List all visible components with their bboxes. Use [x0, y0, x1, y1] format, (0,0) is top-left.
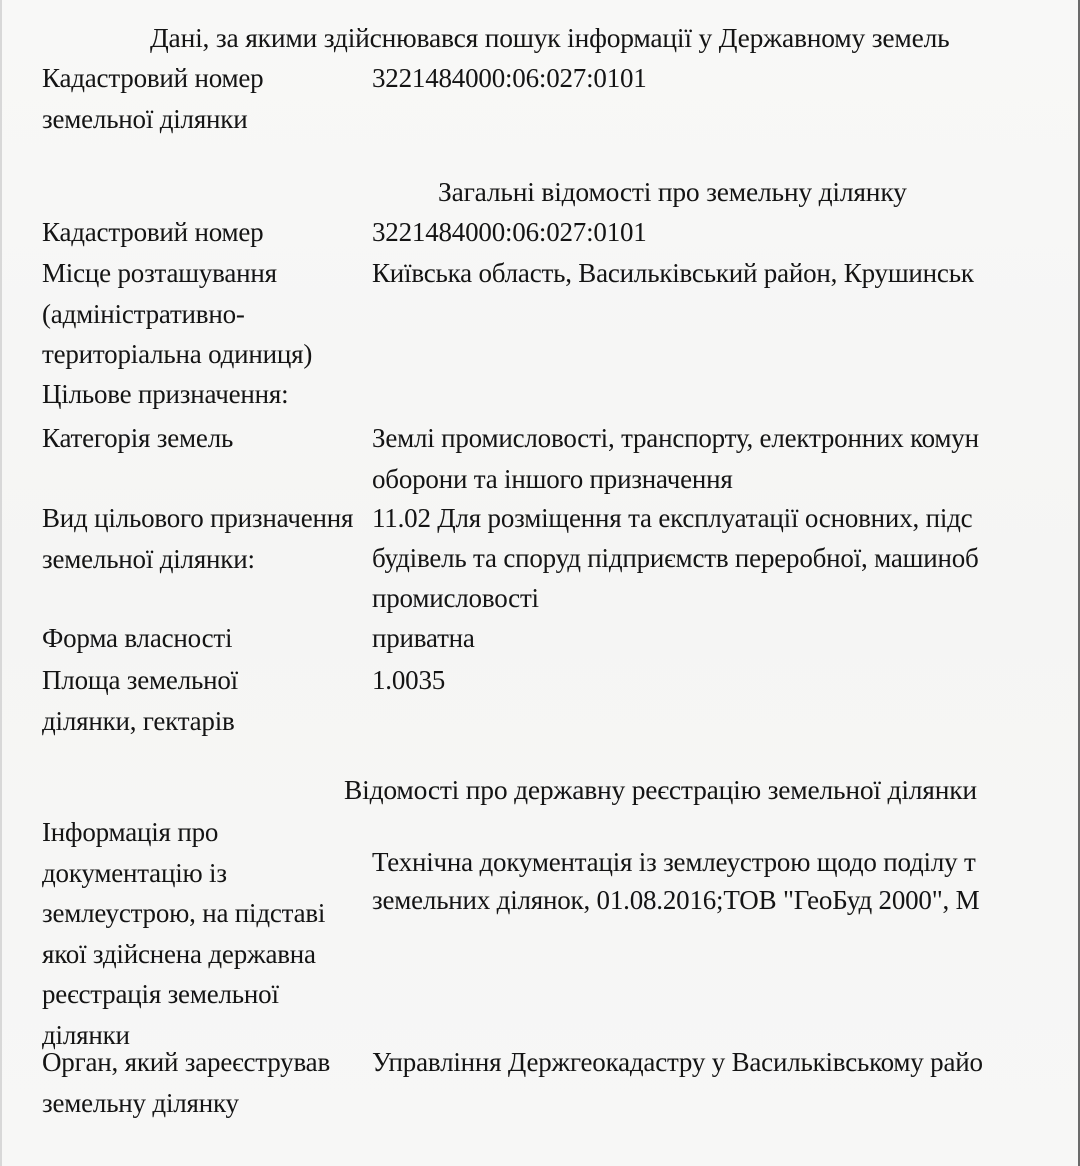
- field-value-search-cadastral-number: 3221484000:06:027:0101: [372, 63, 647, 93]
- field-label-purpose: Цільове призначення:: [42, 379, 289, 409]
- field-value-land-category-line1: Землі промисловості, транспорту, електронних комун: [372, 423, 979, 453]
- field-value-purpose-type-line3: промисловості: [372, 583, 539, 613]
- field-label-land-category: Категорія земель: [42, 423, 234, 453]
- field-value-purpose-type-line2: будівель та споруд підприємств переробної, машиноб: [372, 543, 979, 573]
- field-value-documentation-line1: Технічна документація із землеустрою щодо поділу т: [372, 847, 976, 877]
- field-value-location: Київська область, Васильківський район, Крушинськ: [372, 258, 974, 288]
- field-label-location: Місце розташування (адміністративно-територіальна одиниця): [42, 258, 313, 369]
- field-label-documentation: Інформація про документацію із землеустрою, на підставі якої здійснена державна реєстрація земельної ділянки: [42, 817, 326, 1050]
- field-value-documentation-line2: земельних ділянок, 01.08.2016;ТОВ "ГеоБуд 2000", М: [372, 885, 980, 915]
- field-label-purpose-type: Вид цільового призначення земельної ділянки:: [42, 503, 354, 574]
- field-value-registering-authority: Управління Держгеокадастру у Васильківському райо: [372, 1047, 983, 1077]
- field-label-area: Площа земельної ділянки, гектарів: [42, 665, 238, 736]
- field-label-search-cadastral-number: Кадастровий номер земельної ділянки: [42, 63, 264, 134]
- field-label-cadastral-number: Кадастровий номер: [42, 217, 264, 247]
- general-heading: Загальні відомості про земельну ділянку: [438, 176, 907, 207]
- search-heading: Дані, за якими здійснювався пошук інформації у Державному земель: [150, 22, 950, 53]
- field-label-registering-authority: Орган, який зареєстрував земельну ділянку: [42, 1047, 330, 1118]
- field-value-area: 1.0035: [372, 665, 446, 695]
- field-label-ownership: Форма власності: [42, 623, 233, 653]
- field-value-purpose-type-line1: 11.02 Для розміщення та експлуатації основних, підс: [372, 503, 973, 533]
- field-value-ownership: приватна: [372, 623, 475, 653]
- field-value-land-category-line2: оборони та іншого призначення: [372, 464, 733, 494]
- field-value-cadastral-number: 3221484000:06:027:0101: [372, 217, 647, 247]
- registration-heading: Відомості про державну реєстрацію земельної ділянки: [344, 774, 977, 805]
